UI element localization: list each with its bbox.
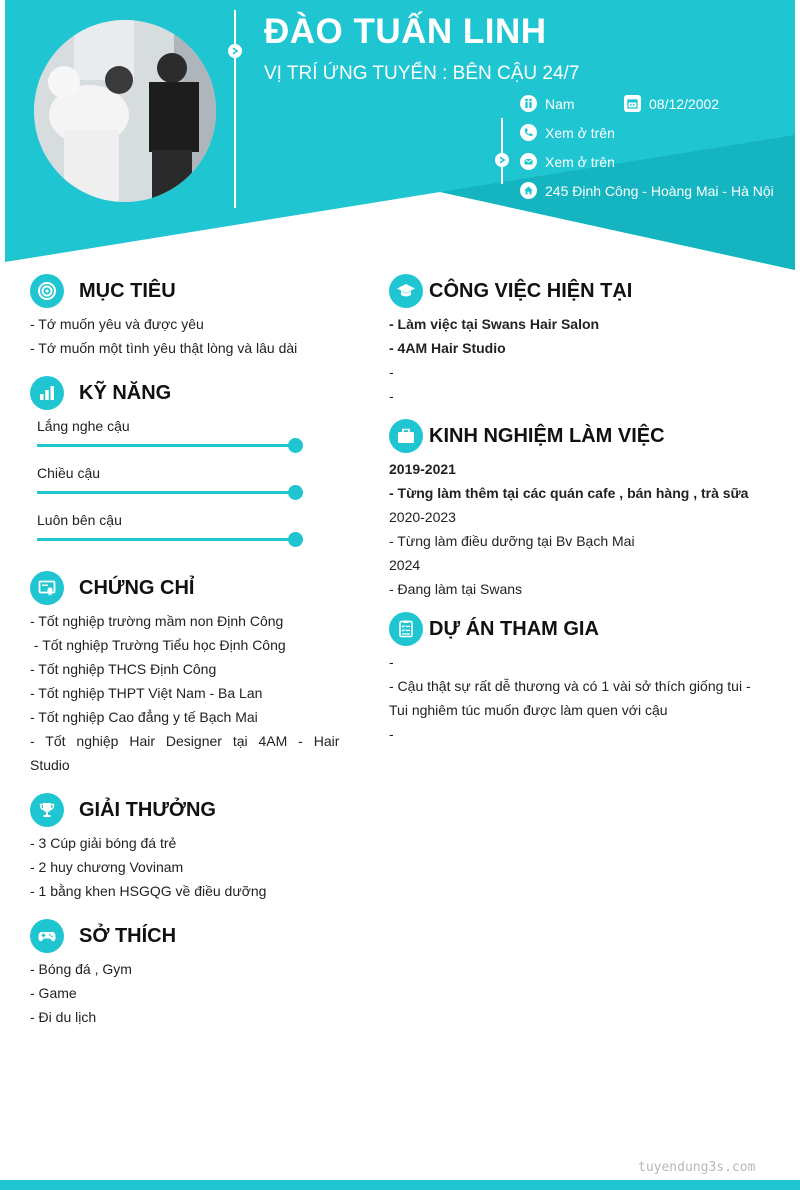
experience-list [389,457,748,601]
list-item: - Tốt nghiệp Trường Tiểu học Định Công [30,637,286,653]
list-item: - Tốt nghiệp trường mầm non Định Công [30,613,284,629]
list-item: - Tốt nghiệp THPT Việt Nam - Ba Lan [30,685,263,701]
skill-label: Luôn bên cậu [37,512,122,528]
experience-section-title [389,419,665,453]
list-item: - [389,654,394,670]
list-item: - 4AM Hair Studio [389,340,506,356]
skill-bar [37,538,295,541]
skill-knob [288,438,303,453]
list-item: - Cậu thật sự rất dễ thương và có 1 vài sở thích giống tui - [389,678,751,694]
avatar [34,20,216,202]
calendar-icon [624,95,641,112]
list-item: - 3 Cúp giải bóng đá trẻ [30,835,177,851]
list-item: - Tớ muốn một tình yêu thật lòng và lâu dài [30,340,298,356]
hobbies-title: SỞ THÍCH [79,924,177,947]
bar-chart-icon [30,376,64,410]
birthday-info [624,95,719,112]
graduation-cap-icon [389,274,423,308]
gender-icon [520,95,537,112]
applied-position: VỊ TRÍ ỨNG TUYỂN : BÊN CẬU 24/7 [264,63,580,84]
list-item: - Game [30,985,77,1001]
skill-bar [37,444,295,447]
email-icon [520,153,537,170]
objective-title: MỤC TIÊU [79,279,176,302]
header-divider-line [234,10,236,208]
candidate-name: ĐÀO TUẤN LINH [264,12,547,51]
experience-title: KINH NGHIỆM LÀM VIỆC [429,424,665,447]
list-item: - Làm việc tại Swans Hair Salon [389,316,600,332]
email-info [520,153,615,170]
list-item: 2020-2023 [389,509,456,525]
certificate-icon [30,571,64,605]
list-item: - [389,364,394,380]
phone-icon [520,124,537,141]
objective-section-title [30,274,176,308]
trophy-icon [30,793,64,827]
list-item: - Bóng đá , Gym [30,961,132,977]
list-item: - Đi du lịch [30,1009,97,1025]
list-item: - 1 bằng khen HSGQG về điều dưỡng [30,883,267,899]
gamepad-icon [30,919,64,953]
current-job-section-title [389,274,632,308]
list-item: - Đang làm tại Swans [389,581,523,597]
birthday-value: 08/12/2002 [649,95,720,112]
objective-list [30,312,297,360]
current-job-list [389,312,599,408]
certificates-section-title [30,571,194,605]
list-item: - [389,388,394,404]
current-job-title: CÔNG VIỆC HIỆN TẠI [429,279,633,302]
certificates-title: CHỨNG CHỈ [79,576,195,599]
awards-list [30,831,266,903]
home-icon [520,182,537,199]
list-item: - Từng làm thêm tại các quán cafe , bán hàng , trà sữa [389,485,749,501]
briefcase-icon [389,419,423,453]
projects-list [389,650,751,746]
hobbies-list [30,957,132,1029]
projects-section-title [389,612,599,646]
target-icon [30,274,64,308]
projects-title: DỰ ÁN THAM GIA [429,617,599,640]
skills-section-title [30,376,171,410]
list-item: - [389,726,394,742]
gender-info [520,95,575,112]
skills-title: KỸ NĂNG [79,381,172,404]
list-item: Studio [30,757,70,773]
list-item: 2019-2021 [389,461,456,477]
address-value: 245 Định Công - Hoàng Mai - Hà Nội [545,182,774,199]
list-item: - Tốt nghiệp THCS Định Công [30,661,217,677]
address-info [520,182,774,199]
list-item: - Tớ muốn yêu và được yêu [30,316,204,332]
header-connector-dot [228,44,242,58]
awards-title: GIẢI THƯỞNG [79,798,216,821]
watermark: tuyendung3s.com [638,1160,756,1175]
skill-knob [288,485,303,500]
footer-bar [0,1180,800,1190]
email-value: Xem ở trên [545,153,615,170]
contact-connector-dot [495,153,509,167]
certificates-list [30,609,340,777]
list-item: 2024 [389,557,421,573]
phone-info [520,124,615,141]
list-item: - 2 huy chương Vovinam [30,859,184,875]
list-item: Tui nghiêm túc muốn được làm quen với cậu [389,702,668,718]
phone-value: Xem ở trên [545,124,615,141]
skill-label: Chiều cậu [37,465,101,481]
list-item: - Tốt nghiệp Hair Designer tại 4AM - Hair [30,733,340,749]
skill-bar [37,491,295,494]
skill-knob [288,532,303,547]
gender-value: Nam [545,95,575,112]
hobbies-section-title [30,919,176,953]
checklist-icon [389,612,423,646]
skill-label: Lắng nghe cậu [37,418,130,434]
list-item: - Từng làm điều dưỡng tại Bv Bạch Mai [389,533,635,549]
awards-section-title [30,793,216,827]
list-item: - Tốt nghiệp Cao đẳng y tế Bạch Mai [30,709,258,725]
contact-divider-line [501,118,503,184]
